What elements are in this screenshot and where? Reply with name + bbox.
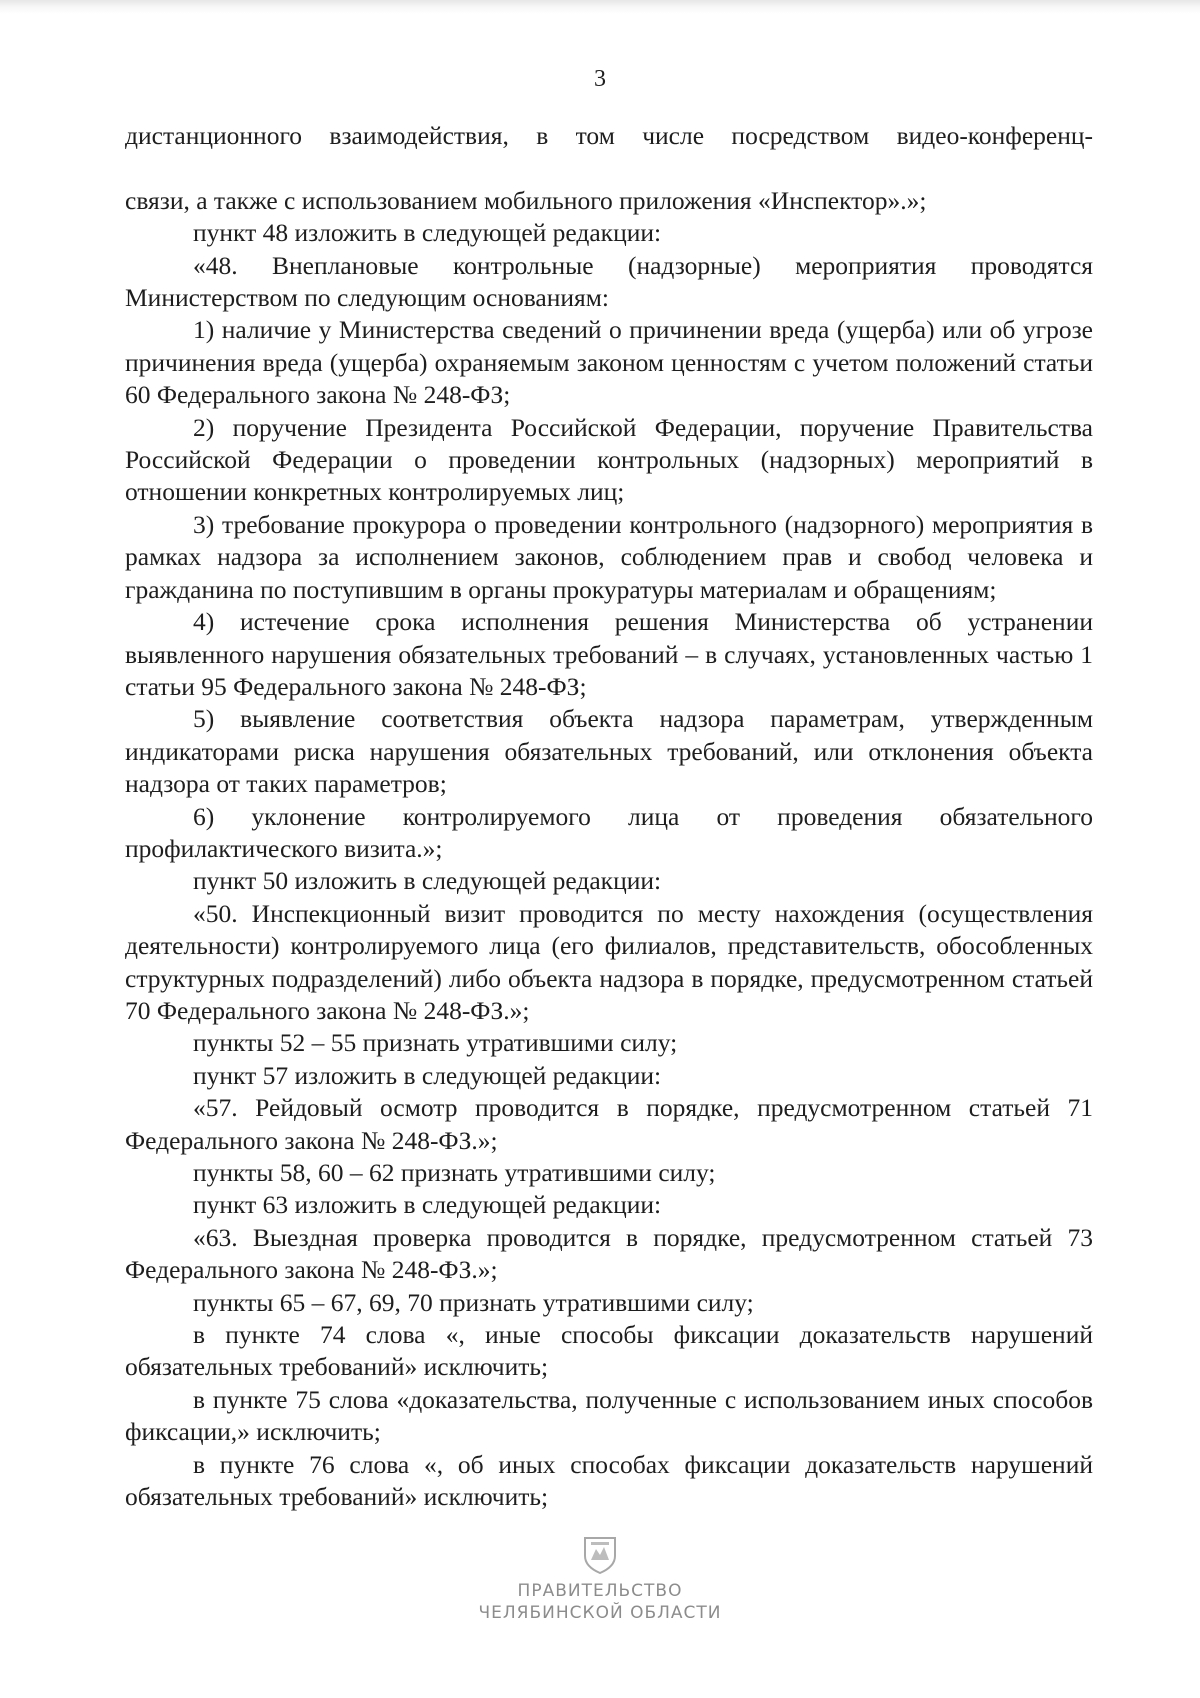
paragraph: 3) требование прокурора о проведении контрольного (надзорного) мероприятия в рамках надзора за исполнением законов, соблюдением прав и свобод человека и гражданина по поступившим в органы прокуратуры материалам и обращениям; [125,509,1093,604]
paragraph: 2) поручение Президента Российской Федерации, поручение Правительства Российской Федерации о проведении контрольных (надзорных) мероприятий в отношении конкретных контролируемых лиц; [125,412,1093,507]
paragraph: дистанционного взаимодействия, в том числе посредством видео-конференц- [125,121,1093,150]
paragraph: 4) истечение срока исполнения решения Министерства об устранении выявленного нарушения обязательных требований – в случаях, установленных частью 1 статьи 95 Федерального закона № 248-ФЗ; [125,607,1093,701]
paragraph: «48. Внеплановые контрольные (надзорные) мероприятия проводятся Министерством по следующим основаниям: [125,250,1093,313]
paragraph: 6) уклонение контролируемого лица от проведения обязательного профилактического визита.»; [125,801,1093,863]
paragraph: пункт 50 изложить в следующей редакции: [193,866,662,896]
paragraph: пункт 57 изложить в следующей редакции: [193,1060,662,1090]
document-body [125,120,1093,1513]
paragraph: пункт 63 изложить в следующей редакции: [193,1190,662,1220]
paragraph: в пункте 74 слова «, иные способы фиксации доказательств нарушений обязательных требований» исключить; [125,1320,1093,1382]
seal-line-2: ЧЕЛЯБИНСКОЙ ОБЛАСТИ [478,1603,722,1623]
paragraph: связи, а также с использованием мобильного приложения «Инспектор».»; [125,185,927,215]
paragraph: 5) выявление соответствия объекта надзора параметрам, утвержденным индикаторами риска нарушения обязательных требований, или отклонения объекта надзора от таких параметров; [125,704,1093,799]
paragraph: в пункте 76 слова «, об иных способах фиксации доказательств нарушений обязательных требований» исключить; [125,1449,1093,1512]
page-number: 3 [594,66,606,92]
government-seal [440,1536,760,1624]
paragraph: пункты 52 – 55 признать утратившими силу; [193,1028,678,1058]
paragraph: пункты 65 – 67, 69, 70 признать утратившими силу; [193,1287,754,1317]
coat-of-arms-icon [583,1536,617,1574]
paragraph: «57. Рейдовый осмотр проводится в порядке, предусмотренном статьей 71 Федерального закона № 248-ФЗ.»; [125,1093,1093,1155]
seal-line-1: ПРАВИТЕЛЬСТВО [517,1581,683,1601]
scan-top-edge [0,0,1200,14]
paragraph: «63. Выездная проверка проводится в порядке, предусмотренном статьей 73 Федерального закона № 248-ФЗ.»; [125,1222,1093,1285]
paragraph: 1) наличие у Министерства сведений о причинении вреда (ущерба) или об угрозе причинения вреда (ущерба) охраняемым законом ценностям с учетом положений статьи 60 Федерального закона № 248-ФЗ; [125,315,1093,410]
paragraph: «50. Инспекционный визит проводится по месту нахождения (осуществления деятельности) контролируемого лица (его филиалов, представительств, обособленных структурных подразделений) либо объекта надзора в порядке, предусмотренном статьей 70 Федерального закона № 248-ФЗ.»; [125,898,1093,1025]
paragraph: в пункте 75 слова «доказательства, полученные с использованием иных способов фиксации,» исключить; [125,1384,1093,1447]
paragraph: пункты 58, 60 – 62 признать утратившими силу; [193,1158,716,1187]
paragraph: пункт 48 изложить в следующей редакции: [193,218,662,248]
